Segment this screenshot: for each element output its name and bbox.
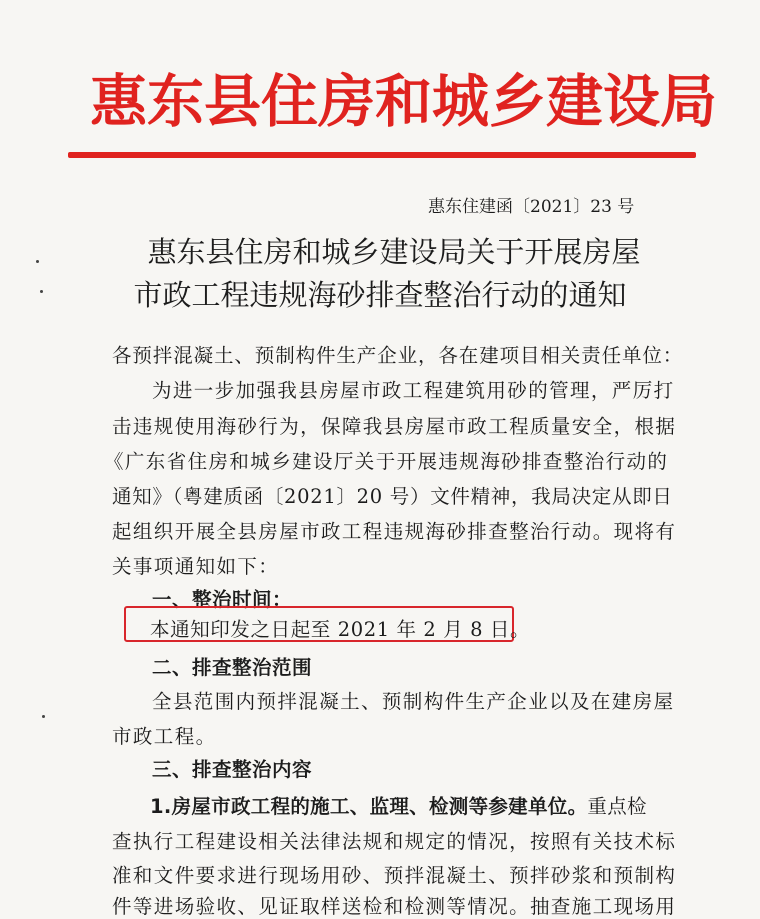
intro-line: 击违规使用海砂行为，保障我县房屋市政工程质量安全，根据 <box>112 415 677 438</box>
salutation: 各预拌混凝土、预制构件生产企业，各在建项目相关责任单位： <box>112 344 684 367</box>
scan-speck <box>36 260 39 263</box>
section-heading-2: 二、排查整治范围 <box>152 656 313 679</box>
section-2-line: 全县范围内预拌混凝土、预制构件生产企业以及在建房屋 <box>152 690 675 713</box>
section-heading-3: 三、排查整治内容 <box>152 758 313 781</box>
section-3-line: 件等进场验收、见证取样送检和检测等情况。抽查施工现场用 <box>112 895 677 918</box>
scan-speck <box>40 290 43 293</box>
section-3-item-1 <box>150 791 647 819</box>
document-number: 惠东住建函〔2021〕23 号 <box>428 197 635 217</box>
scan-speck <box>42 715 45 718</box>
intro-line: 关事项通知如下： <box>112 555 280 578</box>
section-heading-1: 一、整治时间： <box>152 588 293 611</box>
letterhead-red-rule <box>68 152 696 158</box>
section-3-line: 查执行工程建设相关法律法规和规定的情况，按照有关技术标 <box>112 830 677 853</box>
intro-line: 《广东省住房和城乡建设厅关于开展违规海砂排查整治行动的 <box>104 450 669 473</box>
notice-title-line-1: 惠东县住房和城乡建设局关于开展房屋 <box>147 235 641 269</box>
notice-title-line-2: 市政工程违规海砂排查整治行动的通知 <box>133 278 627 312</box>
section-2-line: 市政工程。 <box>112 725 217 748</box>
item-1-bold-lead: 1.房屋市政工程的施工、监理、检测等参建单位。 <box>150 795 588 818</box>
section-3-line: 准和文件要求进行现场用砂、预拌混凝土、预拌砂浆和预制构 <box>112 864 677 887</box>
intro-line: 通知》（粤建质函〔2021〕20 号）文件精神，我局决定从即日 <box>112 485 673 508</box>
section-1-text: 本通知印发之日起至 2021 年 2 月 8 日。 <box>150 618 531 641</box>
intro-line: 起组织开展全县房屋市政工程违规海砂排查整治行动。现将有 <box>112 520 677 543</box>
intro-line: 为进一步加强我县房屋市政工程建筑用砂的管理，严厉打 <box>152 379 675 402</box>
item-1-rest: 重点检 <box>587 795 647 818</box>
letterhead-title: 惠东县住房和城乡建设局 <box>90 68 717 135</box>
